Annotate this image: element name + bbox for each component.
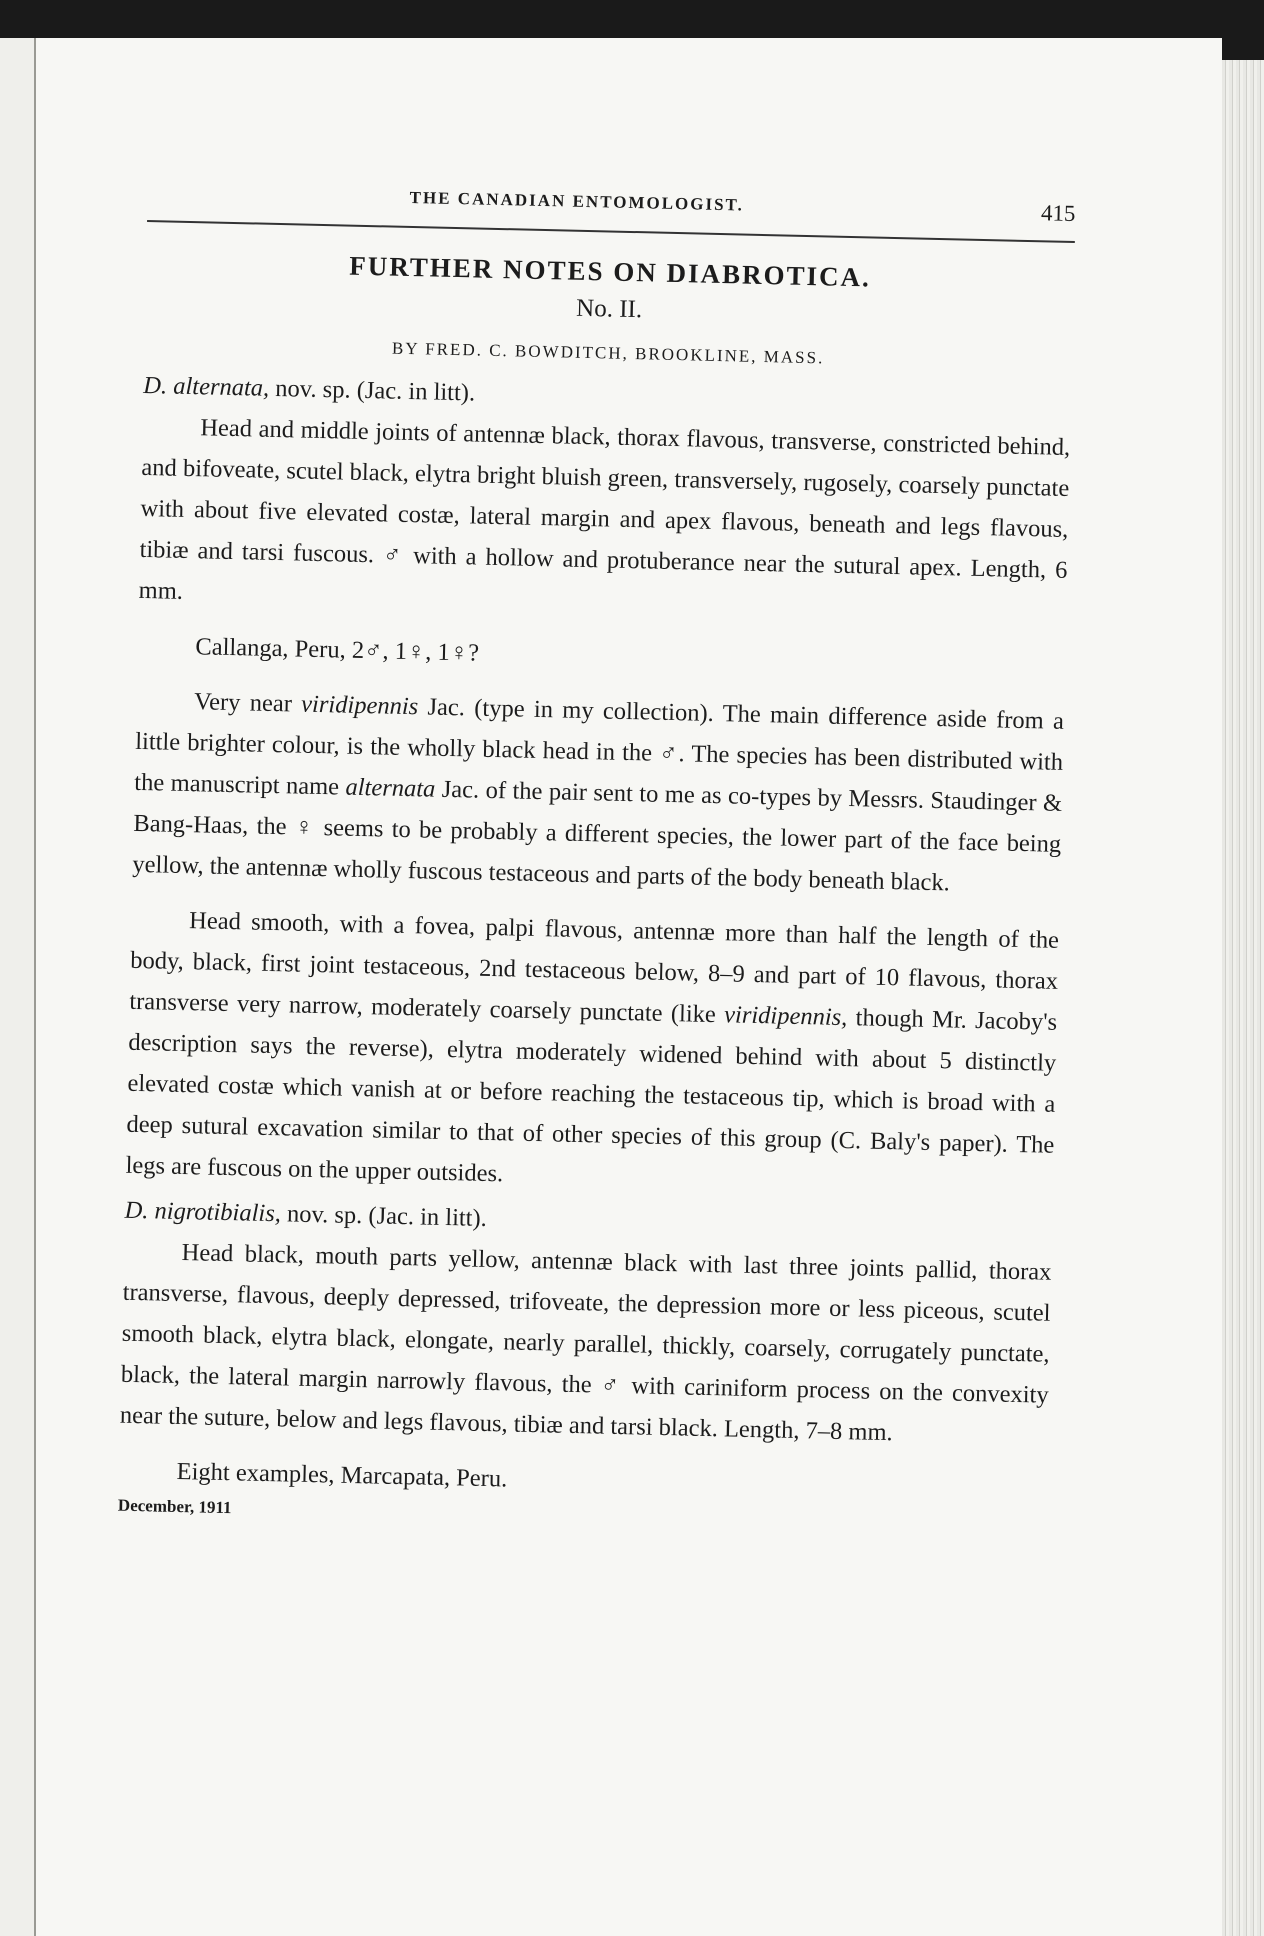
italic-term: viridipennis, [723,1001,848,1032]
species-suffix: nov. sp. (Jac. in litt). [280,1200,488,1232]
species-description: Head and middle joints of antennæ black, thorax flavous, transverse, constricted behind, and bifoveate, scutel black, elytra bright bluish green, transversely, rugosely, coarsely punctate with about five elevated costæ, lateral margin and apex flavous, beneath and legs flavous, tibiæ and tarsi fuscous. ♂ with a hollow and protuberance near the sutural apex. Length, 6 mm. [138,414,1071,605]
female-description [125,899,1059,1207]
comparison-paragraph [132,680,1064,906]
text-run: Head smooth, with a fovea, palpi flavous, antennæ more than half the length of the body, black, first joint testaceous, 2nd testaceous below, 8–9 and part of 10 flavous, thorax transverse very narrow, moderately coarsely punctate (like [129,907,1060,1029]
italic-term: alternata [345,773,436,803]
italic-term: viridipennis [300,690,419,721]
species-name: D. nigrotibialis, [124,1196,282,1228]
date-line: December, 1911 [117,1495,232,1518]
text-run: Very near [193,688,302,718]
article-title: FURTHER NOTES ON DIABROTICA. [348,250,872,293]
scan-border-top [0,0,1264,38]
journal-title: THE CANADIAN ENTOMOLOGIST. [409,187,745,215]
byline: BY FRED. C. BOWDITCH, BROOKLINE, MASS. [391,338,825,368]
species-description: Head black, mouth parts yellow, antennæ black with last three joints pallid, thorax transverse, flavous, deeply depressed, trifoveate, the depression more or less piceous, scutel smooth black, elytra black, elongate, nearly parallel, thickly, coarsely, corrugately punctate, black, the lateral margin narrowly flavous, the ♂ with cariniform process on the convexity near the suture, below and legs flavous, tibiæ and tarsi black. Length, 7–8 mm. [119,1239,1052,1447]
text-run: Jac. of the pair sent to me as co-types by Messrs. Staudinger & Bang-Haas, the ♀ seems to be probably a different species, the lower part of the face being yellow, the antennæ wholly fuscous testaceous and parts of the body beneath black. [132,775,1063,897]
page-content [118,180,1076,1538]
locality-paragraph: Eight examples, Marcapata, Peru. [176,1457,508,1493]
text-run: though Mr. Jacoby's description says the reverse), elytra moderately widened behind with about 5 distinctly elevated costæ which vanish at or before reaching the testaceous tip, which is broad with a deep sutural excavation similar to that of other species of this group (C. Baly's paper). The legs are fuscous on the upper outsides. [125,1004,1058,1188]
locality-paragraph: Callanga, Peru, 2♂, 1♀, 1♀? [195,633,480,667]
species-suffix: nov. sp. (Jac. in litt). [268,374,476,407]
text-run: Jac. (type in my collection). The main difference aside from a little brighter colour, is the wholly black head in the ♂. The species has been distributed with the manuscript name [134,693,1065,801]
article-number: No. II. [575,294,643,324]
species-name: D. alternata, [143,371,270,402]
page-binding-edge [0,38,36,1936]
page-stack-edge [1222,60,1264,1936]
page-number: 415 [1040,200,1076,227]
